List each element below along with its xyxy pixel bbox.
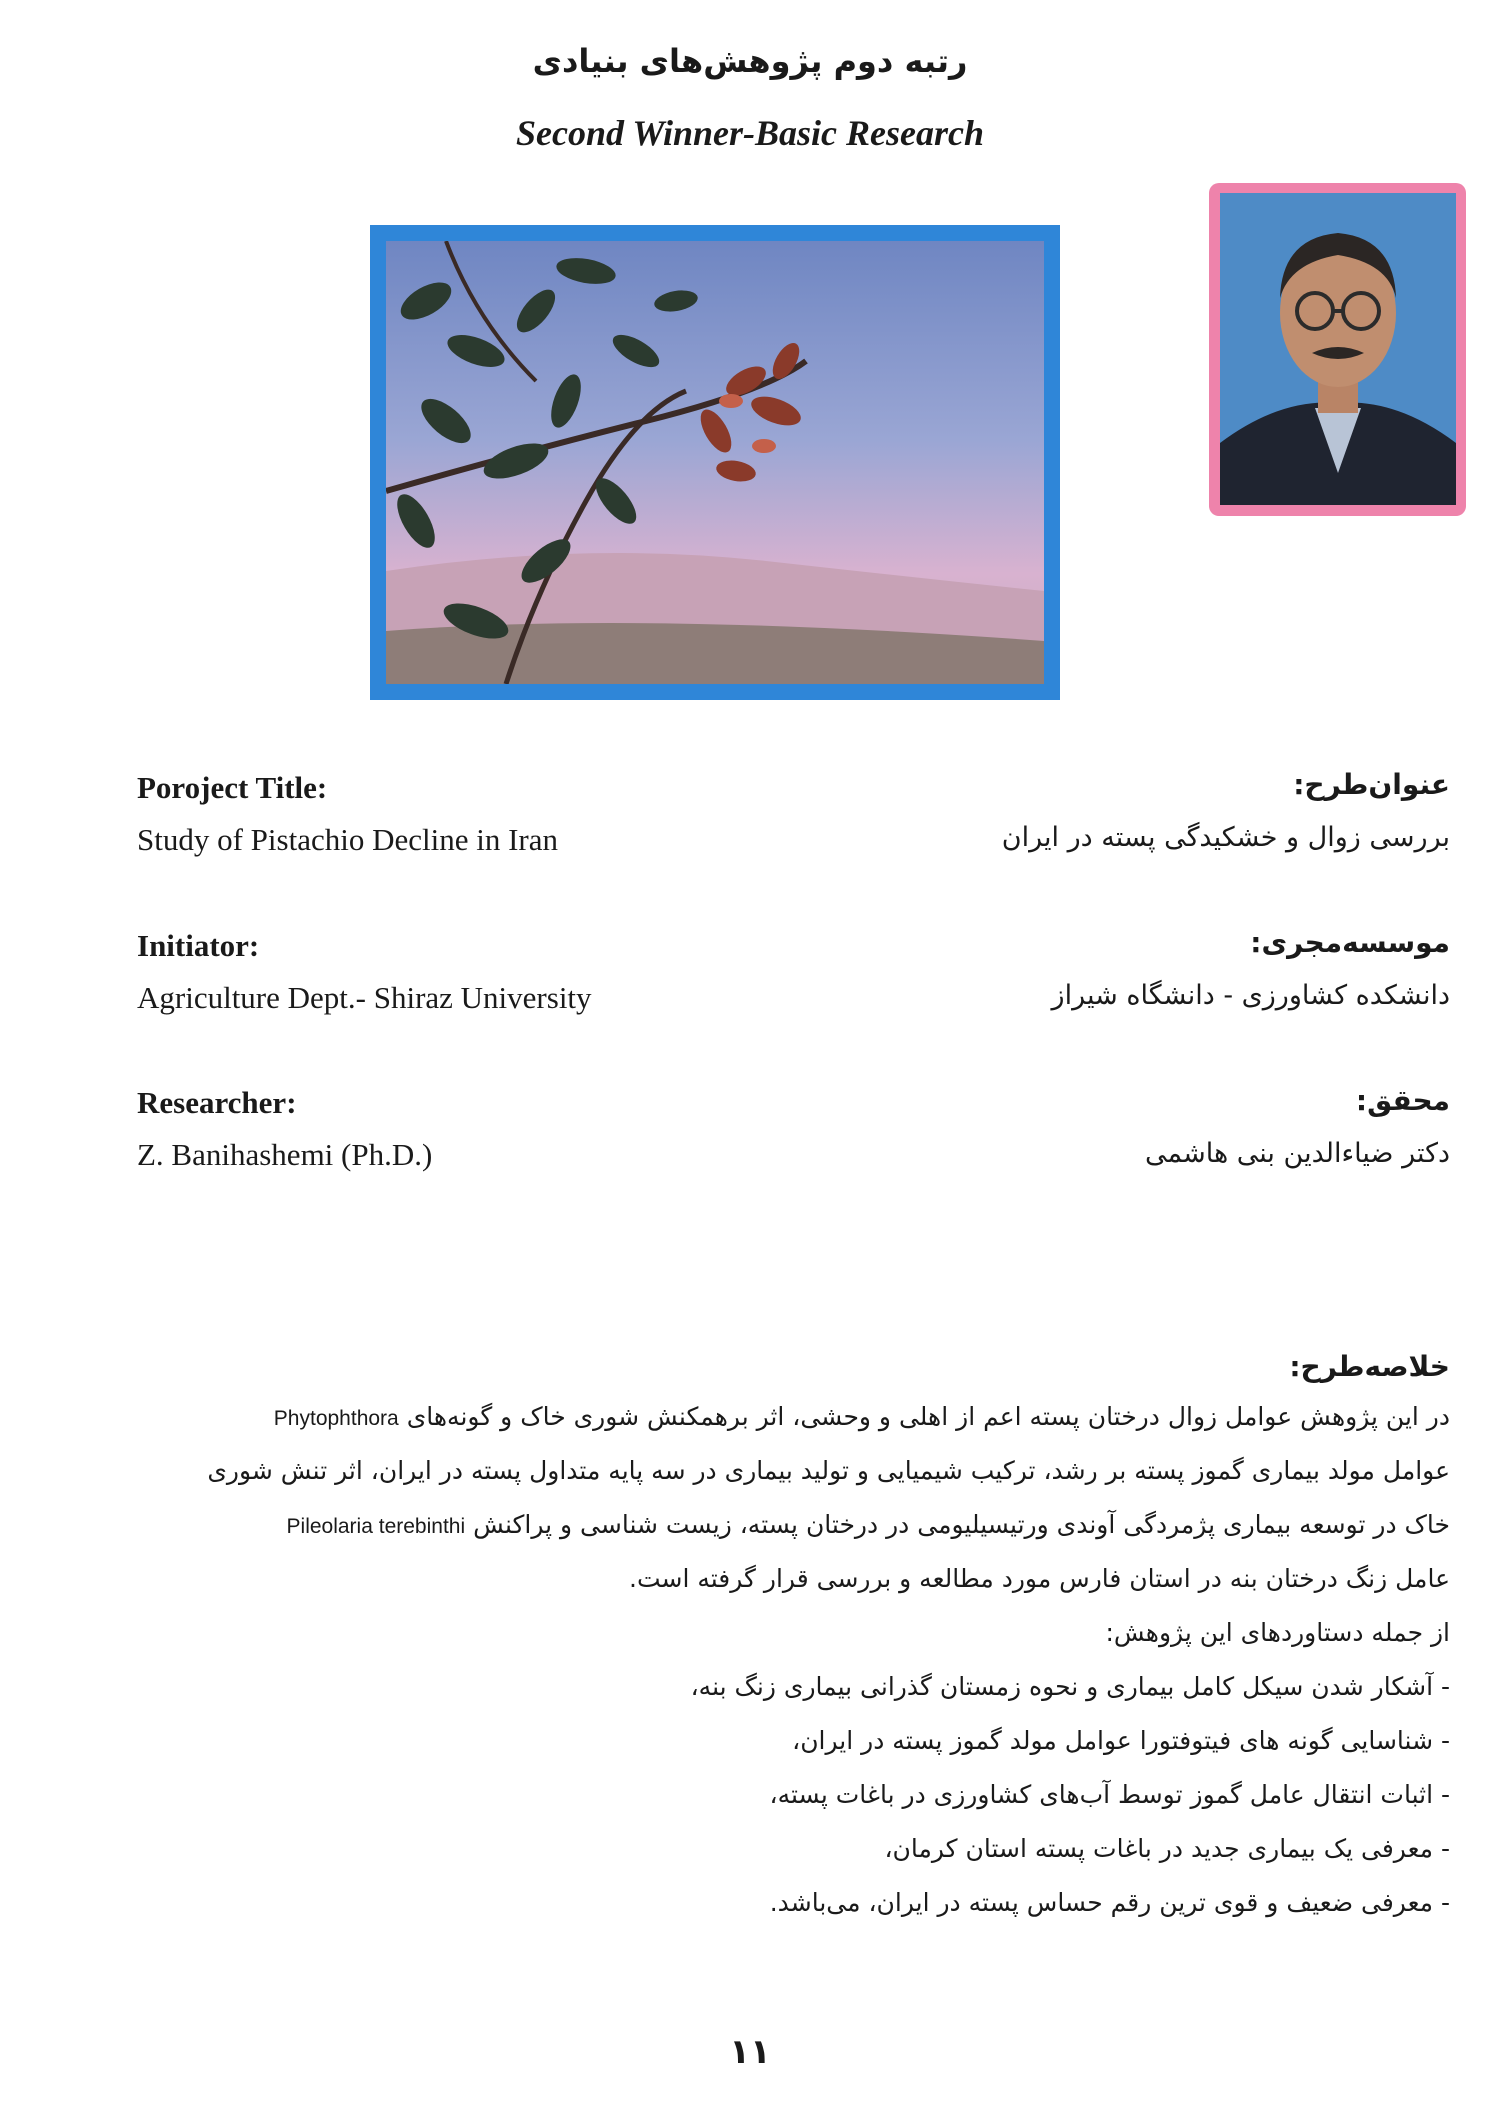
- persian-project-title-value: بررسی زوال و خشکیدگی پسته در ایران: [1001, 822, 1450, 853]
- achievement-item: - اثبات انتقال عامل گموز توسط آب‌های کشاورزی در باغات پسته،: [769, 1780, 1450, 1809]
- persian-initiator-value: دانشکده کشاورزی - دانشگاه شیراز: [1051, 980, 1450, 1011]
- persian-title: رتبه دوم پژوهش‌های بنیادی: [532, 42, 968, 80]
- summary-line-1: [120, 1390, 1450, 1444]
- english-researcher-label: Researcher:: [137, 1085, 297, 1120]
- achievement-item: - شناسایی گونه های فیتوفتورا عوامل مولد گموز پسته در ایران،: [792, 1726, 1450, 1755]
- english-initiator-label: Initiator:: [137, 928, 260, 963]
- achievement-item: - معرفی یک بیماری جدید در باغات پسته استان کرمان،: [884, 1834, 1450, 1863]
- achievements-heading: از جمله دستاوردهای این پژوهش:: [1105, 1618, 1450, 1647]
- summary-line-4: عامل زنگ درختان بنه در استان فارس مورد مطالعه و بررسی قرار گرفته است.: [629, 1564, 1450, 1593]
- persian-project-title-label: عنوان‌طرح:: [1293, 768, 1450, 801]
- persian-researcher-label: محقق:: [1355, 1084, 1450, 1117]
- page-number: ۱۱: [729, 2032, 771, 2072]
- english-researcher-value: Z. Banihashemi (Ph.D.): [137, 1137, 433, 1172]
- summary-line-3-latin: Pileolaria terebinthi: [286, 1515, 466, 1538]
- english-initiator-value: Agriculture Dept.- Shiraz University: [137, 980, 592, 1015]
- english-project-title-label: Poroject Title:: [137, 770, 328, 805]
- english-project-title-value: Study of Pistachio Decline in Iran: [137, 822, 558, 857]
- summary-line-3: [120, 1498, 1450, 1552]
- summary-line-2: عوامل مولد بیماری گموز پسته بر رشد، ترکیب شیمیایی و تولید بیماری در سه پایه متداول پسته در ایران، اثر تنش شوری: [207, 1456, 1450, 1485]
- persian-initiator-label: موسسه‌مجری:: [1250, 926, 1450, 959]
- english-title: Second Winner-Basic Research: [515, 113, 985, 153]
- achievement-item: - آشکار شدن سیکل کامل بیماری و نحوه زمستان گذرانی بیماری زنگ بنه،: [690, 1672, 1450, 1701]
- persian-researcher-value: دکتر ضیاءالدین بنی هاشمی: [1144, 1138, 1450, 1169]
- summary-line-1-text: در این پژوهش عوامل زوال درختان پسته اعم از اهلی و وحشی، اثر برهمکنش شوری خاک و گونه‌های: [406, 1402, 1450, 1431]
- summary-body: [120, 1390, 1450, 1930]
- researcher-portrait: [1220, 193, 1456, 505]
- achievement-item: - معرفی ضعیف و قوی ترین رقم حساس پسته در ایران، می‌باشد.: [769, 1888, 1450, 1917]
- summary-line-1-latin: Phytophthora: [273, 1407, 399, 1430]
- pistachio-branch-photo: [386, 241, 1044, 684]
- summary-line-3-text: خاک در توسعه بیماری پژمردگی آوندی ورتیسیلیومی در درختان پسته، زیست شناسی و پراکنش: [473, 1510, 1450, 1539]
- summary-heading: خلاصه‌طرح:: [1289, 1350, 1450, 1383]
